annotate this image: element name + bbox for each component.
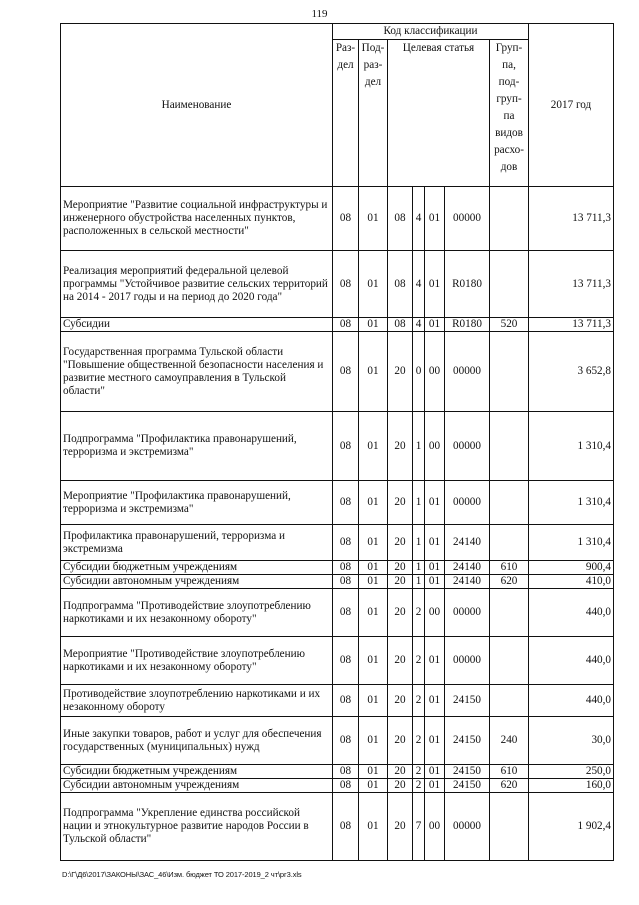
table-row <box>61 685 614 717</box>
row-amount: 13 711,3 <box>529 187 614 251</box>
row-direction-code: 24140 <box>445 575 490 589</box>
row-program-code: 08 <box>388 318 413 332</box>
row-section: 08 <box>333 525 359 561</box>
row-amount: 1 310,4 <box>529 412 614 481</box>
row-subprogram-code: 4 <box>413 187 425 251</box>
row-direction-code: 24150 <box>445 779 490 793</box>
row-subsection: 01 <box>359 187 388 251</box>
table-row <box>61 779 614 793</box>
row-section: 08 <box>333 637 359 685</box>
row-name: Субсидии бюджетным учреждениям <box>61 561 333 575</box>
header-section: Раз- дел <box>333 40 359 187</box>
row-section: 08 <box>333 793 359 861</box>
row-program-code: 20 <box>388 412 413 481</box>
row-name: Государственная программа Тульской области "Повышение общественной безопасности населения и развитие местного самоуправления в Тульской области" <box>61 332 333 412</box>
row-amount: 13 711,3 <box>529 318 614 332</box>
row-expense-group: 610 <box>490 765 529 779</box>
row-amount: 3 652,8 <box>529 332 614 412</box>
page-number: 119 <box>311 8 328 20</box>
row-expense-group <box>490 187 529 251</box>
row-section: 08 <box>333 779 359 793</box>
row-subsection: 01 <box>359 251 388 318</box>
row-name: Подпрограмма "Профилактика правонарушений, терроризма и экстремизма" <box>61 412 333 481</box>
row-expense-group <box>490 685 529 717</box>
row-subsection: 01 <box>359 765 388 779</box>
row-event-code: 01 <box>425 561 445 575</box>
row-subprogram-code: 2 <box>413 637 425 685</box>
row-expense-group: 620 <box>490 779 529 793</box>
row-direction-code: 00000 <box>445 412 490 481</box>
row-amount: 410,0 <box>529 575 614 589</box>
row-subprogram-code: 2 <box>413 765 425 779</box>
row-expense-group <box>490 525 529 561</box>
row-amount: 160,0 <box>529 779 614 793</box>
row-direction-code: 24150 <box>445 717 490 765</box>
row-expense-group: 610 <box>490 561 529 575</box>
row-event-code: 01 <box>425 481 445 525</box>
row-event-code: 00 <box>425 412 445 481</box>
row-event-code: 00 <box>425 589 445 637</box>
row-expense-group <box>490 589 529 637</box>
row-name: Противодействие злоупотреблению наркотиками и их незаконному обороту <box>61 685 333 717</box>
header-name: Наименование <box>61 24 333 187</box>
row-amount: 250,0 <box>529 765 614 779</box>
row-section: 08 <box>333 561 359 575</box>
row-event-code: 00 <box>425 332 445 412</box>
row-event-code: 01 <box>425 525 445 561</box>
row-event-code: 01 <box>425 685 445 717</box>
table-row <box>61 589 614 637</box>
header-year: 2017 год <box>529 24 614 187</box>
row-event-code: 01 <box>425 187 445 251</box>
row-program-code: 20 <box>388 779 413 793</box>
row-program-code: 20 <box>388 793 413 861</box>
row-name: Реализация мероприятий федеральной целевой программы "Устойчивое развитие сельских территорий на 2014 - 2017 годы и на период до 2020 года" <box>61 251 333 318</box>
row-subsection: 01 <box>359 717 388 765</box>
row-direction-code: 00000 <box>445 332 490 412</box>
table-row <box>61 765 614 779</box>
row-subprogram-code: 4 <box>413 318 425 332</box>
row-direction-code: R0180 <box>445 251 490 318</box>
row-subprogram-code: 1 <box>413 481 425 525</box>
row-subsection: 01 <box>359 318 388 332</box>
table-row <box>61 412 614 481</box>
table-row <box>61 251 614 318</box>
row-subsection: 01 <box>359 575 388 589</box>
row-event-code: 01 <box>425 779 445 793</box>
row-amount: 1 902,4 <box>529 793 614 861</box>
row-name: Иные закупки товаров, работ и услуг для обеспечения государственных (муниципальных) нужд <box>61 717 333 765</box>
row-name: Подпрограмма "Укрепление единства российской нации и этнокультурное развитие народов России в Тульской области" <box>61 793 333 861</box>
row-direction-code: 24140 <box>445 561 490 575</box>
row-subprogram-code: 1 <box>413 575 425 589</box>
row-subprogram-code: 4 <box>413 251 425 318</box>
row-event-code: 00 <box>425 793 445 861</box>
row-expense-group: 620 <box>490 575 529 589</box>
row-subprogram-code: 2 <box>413 589 425 637</box>
row-section: 08 <box>333 318 359 332</box>
row-direction-code: 00000 <box>445 793 490 861</box>
row-direction-code: 00000 <box>445 187 490 251</box>
row-program-code: 20 <box>388 481 413 525</box>
row-event-code: 01 <box>425 717 445 765</box>
row-program-code: 20 <box>388 589 413 637</box>
row-program-code: 20 <box>388 765 413 779</box>
row-subsection: 01 <box>359 793 388 861</box>
table-row <box>61 561 614 575</box>
row-section: 08 <box>333 481 359 525</box>
row-name: Мероприятие "Противодействие злоупотреблению наркотиками и их незаконному обороту" <box>61 637 333 685</box>
table-row <box>61 793 614 861</box>
row-name: Субсидии автономным учреждениям <box>61 575 333 589</box>
row-expense-group <box>490 637 529 685</box>
row-subsection: 01 <box>359 637 388 685</box>
table-row <box>61 575 614 589</box>
row-amount: 900,4 <box>529 561 614 575</box>
row-section: 08 <box>333 685 359 717</box>
row-section: 08 <box>333 717 359 765</box>
row-subsection: 01 <box>359 332 388 412</box>
row-subsection: 01 <box>359 481 388 525</box>
row-name: Мероприятие "Профилактика правонарушений, терроризма и экстремизма" <box>61 481 333 525</box>
row-name: Субсидии автономным учреждениям <box>61 779 333 793</box>
row-section: 08 <box>333 187 359 251</box>
row-section: 08 <box>333 332 359 412</box>
row-amount: 30,0 <box>529 717 614 765</box>
row-program-code: 20 <box>388 685 413 717</box>
row-subsection: 01 <box>359 779 388 793</box>
row-expense-group <box>490 412 529 481</box>
row-program-code: 20 <box>388 525 413 561</box>
row-expense-group: 240 <box>490 717 529 765</box>
row-program-code: 20 <box>388 332 413 412</box>
row-subsection: 01 <box>359 525 388 561</box>
header-subsection: Под- раз- дел <box>359 40 388 187</box>
row-event-code: 01 <box>425 765 445 779</box>
row-amount: 1 310,4 <box>529 481 614 525</box>
row-subsection: 01 <box>359 412 388 481</box>
budget-table <box>60 23 614 861</box>
header-code-classification: Код классификации <box>333 24 529 40</box>
row-program-code: 20 <box>388 575 413 589</box>
row-subprogram-code: 1 <box>413 412 425 481</box>
row-amount: 440,0 <box>529 589 614 637</box>
row-section: 08 <box>333 412 359 481</box>
row-subprogram-code: 2 <box>413 685 425 717</box>
row-program-code: 20 <box>388 717 413 765</box>
table-row <box>61 717 614 765</box>
row-amount: 440,0 <box>529 637 614 685</box>
row-event-code: 01 <box>425 318 445 332</box>
row-amount: 13 711,3 <box>529 251 614 318</box>
row-expense-group <box>490 251 529 318</box>
row-name: Субсидии бюджетным учреждениям <box>61 765 333 779</box>
row-section: 08 <box>333 251 359 318</box>
file-path-footer: D:\Г\Д6\2017\ЗАКОНЫ\ЗАС_46\Изм. бюджет ТО 2017-2019_2 чт\рг3.xls <box>62 870 302 879</box>
row-expense-group <box>490 481 529 525</box>
header-expense-group: Груп- па, под- груп- па видов расхо- дов <box>490 40 529 187</box>
row-name: Субсидии <box>61 318 333 332</box>
row-expense-group <box>490 332 529 412</box>
row-direction-code: 24140 <box>445 525 490 561</box>
row-direction-code: 00000 <box>445 637 490 685</box>
row-direction-code: 00000 <box>445 481 490 525</box>
row-amount: 440,0 <box>529 685 614 717</box>
row-direction-code: 24150 <box>445 685 490 717</box>
table-row <box>61 637 614 685</box>
row-direction-code: 00000 <box>445 589 490 637</box>
table-row <box>61 332 614 412</box>
row-subprogram-code: 1 <box>413 525 425 561</box>
row-section: 08 <box>333 765 359 779</box>
row-name: Профилактика правонарушений, терроризма и экстремизма <box>61 525 333 561</box>
header-target-article: Целевая статья <box>388 40 490 187</box>
row-amount: 1 310,4 <box>529 525 614 561</box>
row-name: Подпрограмма "Противодействие злоупотреблению наркотиками и их незаконному обороту" <box>61 589 333 637</box>
row-program-code: 20 <box>388 637 413 685</box>
row-program-code: 08 <box>388 251 413 318</box>
row-expense-group <box>490 793 529 861</box>
table-body <box>61 187 614 861</box>
table-row <box>61 481 614 525</box>
row-subsection: 01 <box>359 589 388 637</box>
row-event-code: 01 <box>425 637 445 685</box>
row-event-code: 01 <box>425 251 445 318</box>
table-row <box>61 525 614 561</box>
row-section: 08 <box>333 575 359 589</box>
row-expense-group: 520 <box>490 318 529 332</box>
row-program-code: 08 <box>388 187 413 251</box>
table-row <box>61 318 614 332</box>
row-subprogram-code: 2 <box>413 779 425 793</box>
row-subprogram-code: 0 <box>413 332 425 412</box>
row-subprogram-code: 2 <box>413 717 425 765</box>
row-subsection: 01 <box>359 561 388 575</box>
row-program-code: 20 <box>388 561 413 575</box>
row-subprogram-code: 7 <box>413 793 425 861</box>
table-row <box>61 187 614 251</box>
row-event-code: 01 <box>425 575 445 589</box>
row-subsection: 01 <box>359 685 388 717</box>
row-section: 08 <box>333 589 359 637</box>
row-direction-code: 24150 <box>445 765 490 779</box>
row-direction-code: R0180 <box>445 318 490 332</box>
row-subprogram-code: 1 <box>413 561 425 575</box>
row-name: Мероприятие "Развитие социальной инфраструктуры и инженерного обустройства населенных пунктов, расположенных в сельской местности" <box>61 187 333 251</box>
